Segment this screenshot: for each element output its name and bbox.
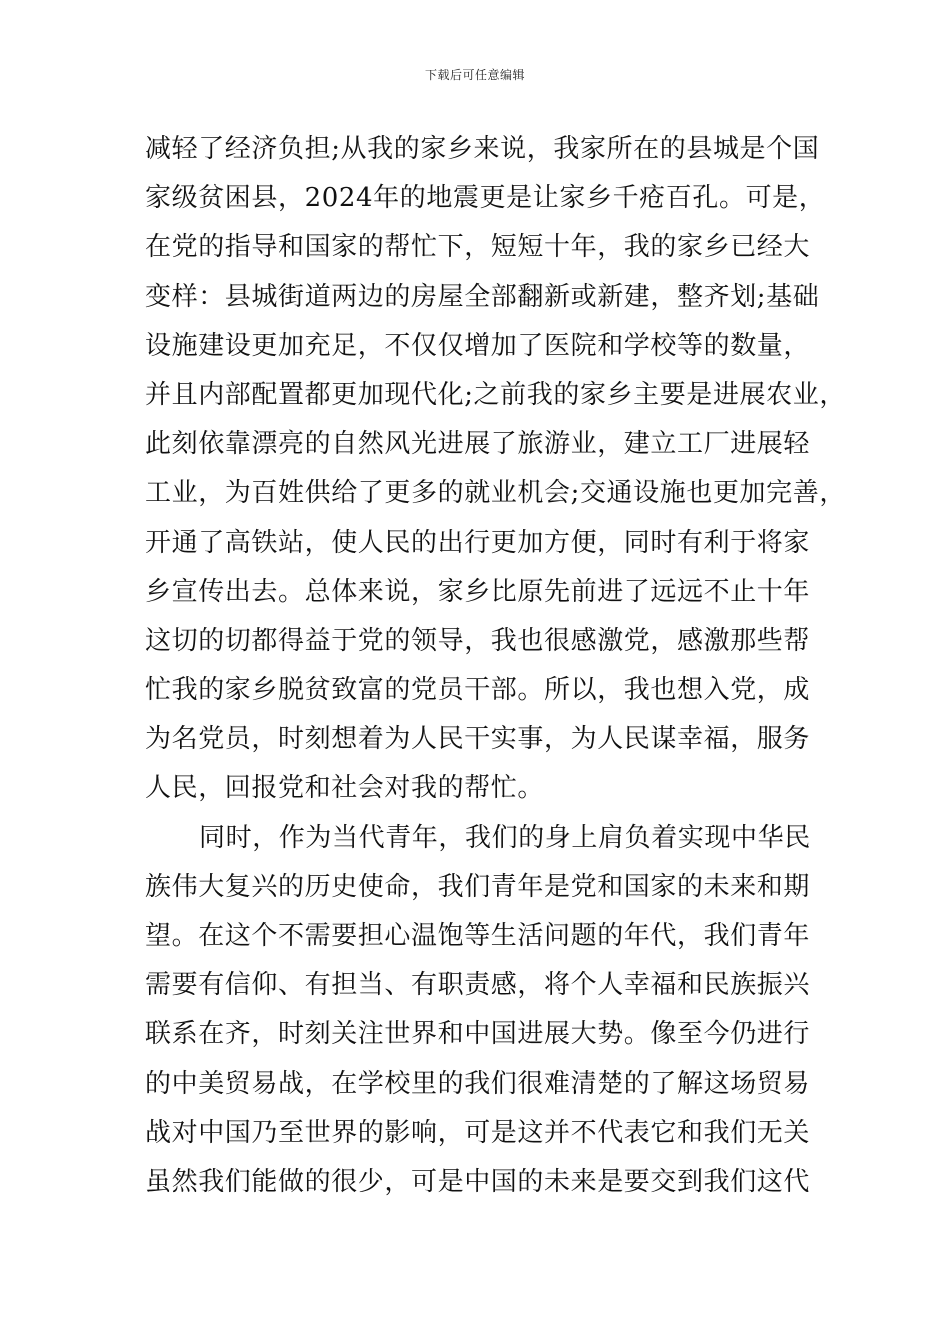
text-line: 开通了高铁站，使人民的出行更加方便，同时有利于将家	[145, 527, 811, 558]
text-line: 虽然我们能做的很少，可是中国的未来是要交到我们这代	[145, 1166, 811, 1197]
page-header-note: 下载后可任意编辑	[424, 68, 525, 82]
text-line: 需要有信仰、有担当、有职责感，将个人幸福和民族振兴	[145, 970, 811, 1001]
text-line: 变样：县城街道两边的房屋全部翻新或新建，整齐划;基础	[145, 281, 820, 312]
text-line: 联系在齐，时刻关注世界和中国进展大势。像至今仍进行	[145, 1019, 811, 1050]
text-line: 族伟大复兴的历史使命，我们青年是党和国家的未来和期	[145, 871, 811, 902]
text-line: 望。在这个不需要担心温饱等生活问题的年代，我们青年	[145, 921, 811, 951]
text-line: 这切的切都得益于党的领导，我也很感激党，感激那些帮	[145, 625, 811, 656]
text-line: 减轻了经济负担;从我的家乡来说，我家所在的县城是个国	[145, 134, 820, 164]
text-line: 人民，回报党和社会对我的帮忙。	[145, 773, 545, 804]
text-line: 战对中国乃至世界的影响，可是这并不代表它和我们无关	[145, 1117, 811, 1148]
paragraph-start-line: 同时，作为当代青年，我们的身上肩负着实现中华民	[199, 822, 811, 853]
text-line: 并且内部配置都更加现代化;之前我的家乡主要是进展农业，	[145, 379, 846, 410]
text-line: 工业，为百姓供给了更多的就业机会;交通设施也更加完善，	[145, 478, 846, 509]
text-line: 忙我的家乡脱贫致富的党员干部。所以，我也想入党，成	[145, 675, 811, 706]
text-line: 设施建设更加充足，不仅仅增加了医院和学校等的数量，	[145, 330, 811, 361]
text-line: 乡宣传出去。总体来说，家乡比原先前进了远远不止十年	[145, 576, 811, 607]
text-line: 的中美贸易战，在学校里的我们很难清楚的了解这场贸易	[145, 1068, 811, 1099]
text-line: 在党的指导和国家的帮忙下，短短十年，我的家乡已经大	[145, 232, 811, 263]
text-line: 此刻依靠漂亮的自然风光进展了旅游业，建立工厂进展轻	[145, 429, 811, 460]
document-body	[145, 128, 845, 1210]
text-line: 家级贫困县，2024年的地震更是让家乡千疮百孔。可是，	[145, 183, 826, 214]
text-line: 为名党员，时刻想着为人民干实事，为人民谋幸福，服务	[145, 724, 811, 755]
